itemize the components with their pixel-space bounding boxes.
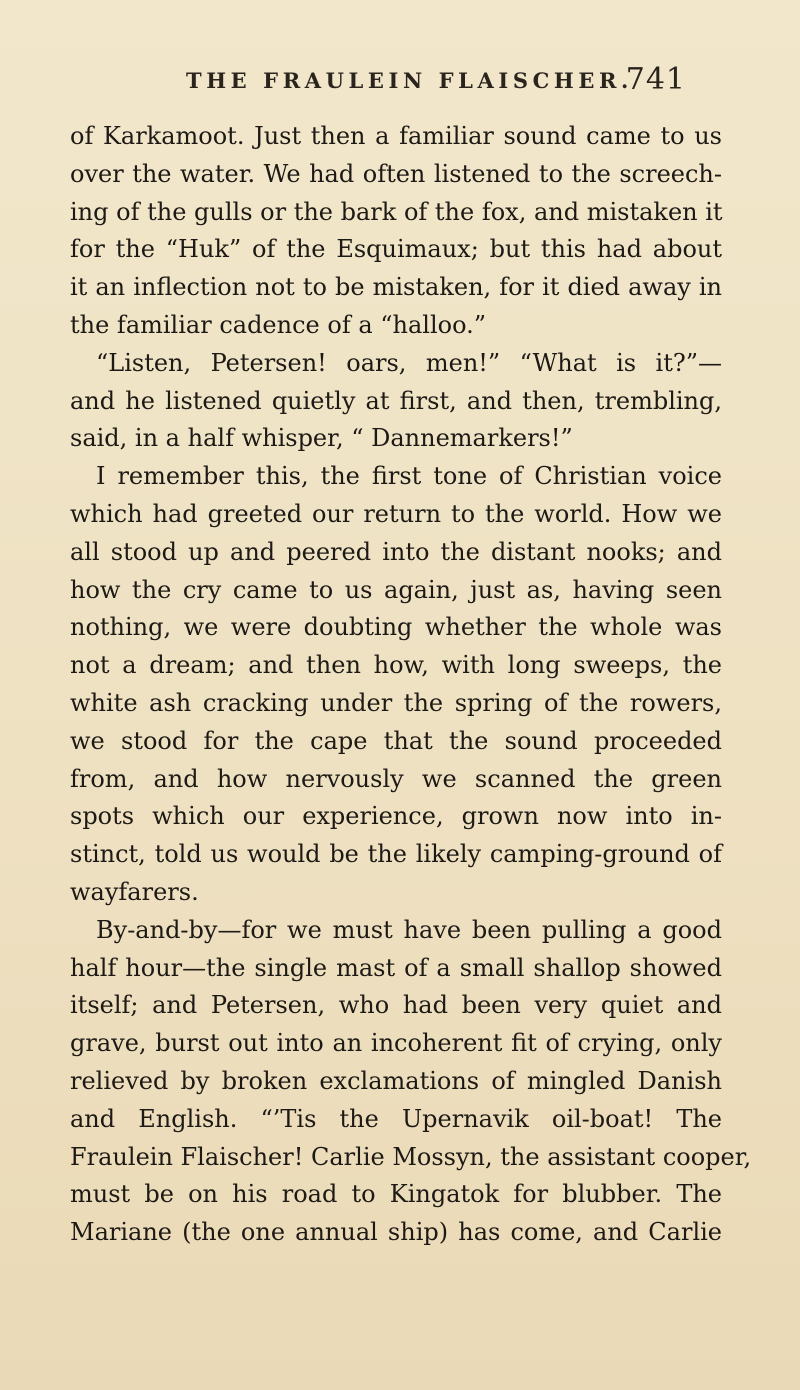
body-text — [70, 118, 752, 1252]
page-header — [186, 62, 686, 102]
text-line: Mariane (the one annual ship) has come, and Carlie — [70, 1218, 722, 1247]
text-line: which had greeted our return to the world. How we — [70, 499, 722, 528]
text-line: and he listened quietly at first, and then, trembling, — [70, 386, 722, 415]
text-line: must be on his road to Kingatok for blubber. The — [70, 1180, 722, 1209]
text-line: we stood for the cape that the sound proceeded — [70, 726, 722, 755]
text-line: By-and-by—for we must have been pulling a good — [96, 915, 722, 944]
text-line: stinct, told us would be the likely camping-ground of — [70, 840, 722, 869]
text-line: it an inflection not to be mistaken, for it died away in — [70, 273, 722, 302]
page-number: 741 — [625, 62, 686, 97]
text-line: white ash cracking under the spring of the rowers, — [70, 688, 722, 717]
text-line: itself; and Petersen, who had been very quiet and — [70, 991, 722, 1020]
text-line: of Karkamoot. Just then a familiar sound came to us — [70, 122, 722, 150]
text-line: not a dream; and then how, with long sweeps, the — [70, 651, 722, 680]
text-line: all stood up and peered into the distant nooks; and — [70, 537, 722, 566]
text-line: the familiar cadence of a “halloo.” — [70, 310, 487, 339]
text-line: wayfarers. — [70, 877, 199, 906]
running-head: THE FRAULEIN FLAISCHER. — [186, 68, 633, 93]
text-line: grave, burst out into an incoherent fit of crying, only — [70, 1029, 722, 1058]
text-line: spots which our experience, grown now into in- — [70, 802, 722, 831]
text-line: nothing, we were doubting whether the whole was — [70, 613, 722, 642]
text-line: and English. “’Tis the Upernavik oil-boat! The — [70, 1104, 722, 1133]
text-line: for the “Huk” of the Esquimaux; but this had about — [70, 235, 722, 264]
text-line: how the cry came to us again, just as, having seen — [70, 575, 722, 604]
text-line: Fraulein Flaischer! Carlie Mossyn, the assistant cooper, — [70, 1142, 752, 1171]
text-line: said, in a half whisper, “ Dannemarkers!” — [70, 424, 573, 453]
text-line: ing of the gulls or the bark of the fox, and mistaken it — [70, 197, 723, 226]
text-line: from, and how nervously we scanned the green — [70, 764, 722, 793]
text-line: relieved by broken exclamations of mingled Danish — [70, 1066, 722, 1095]
text-line: “Listen, Petersen! oars, men!” “What is it?”— — [96, 348, 722, 377]
text-line: over the water. We had often listened to the screech- — [70, 159, 722, 188]
text-line: I remember this, the first tone of Christian voice — [96, 462, 722, 491]
text-line: half hour—the single mast of a small shallop showed — [70, 953, 722, 982]
